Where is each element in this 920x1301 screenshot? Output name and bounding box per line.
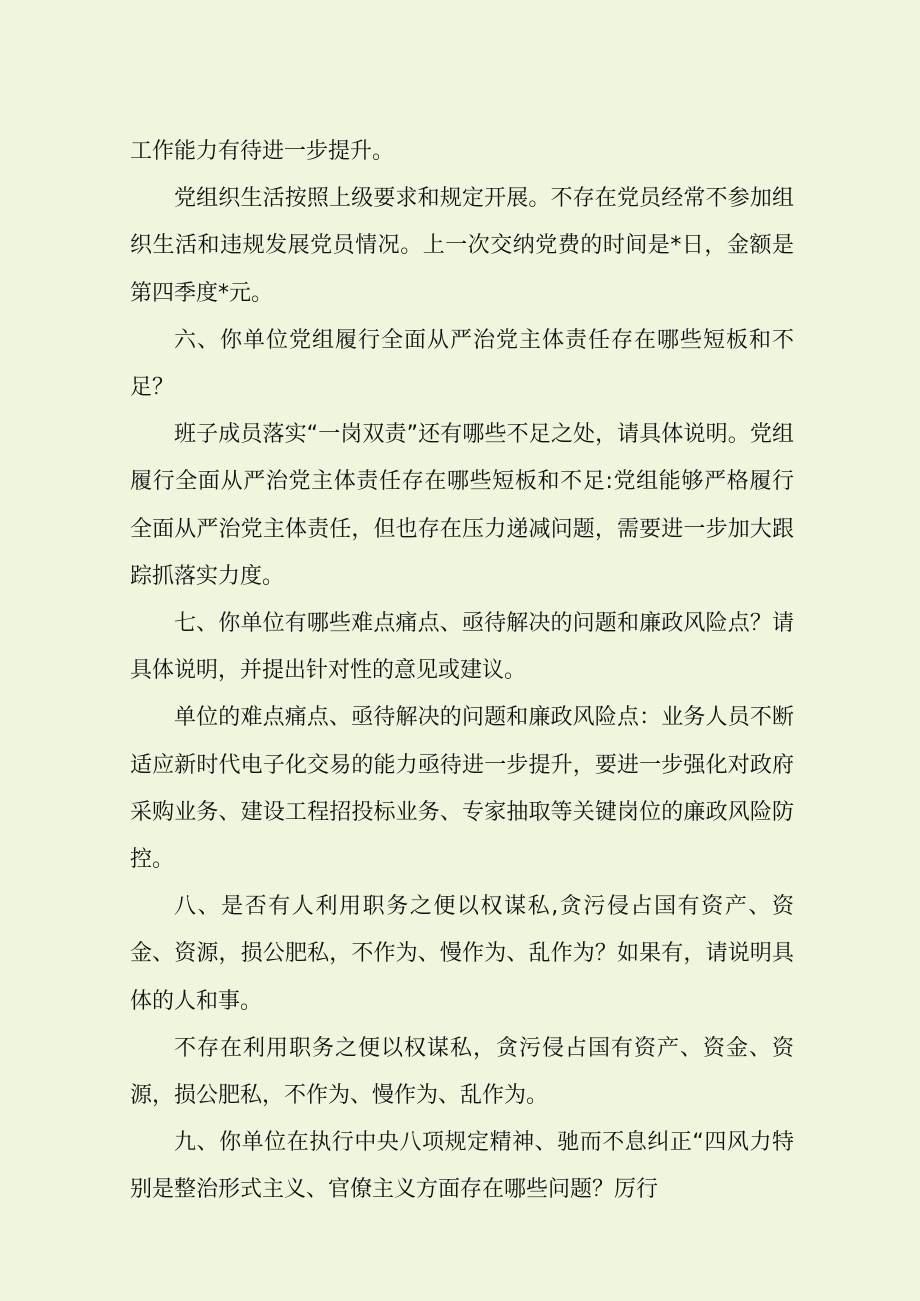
answer-seven: 单位的难点痛点、亟待解决的问题和廉政风险点：业务人员不断适应新时代电子化交易的能力亟待进一步提升，要进一步强化对政府采购业务、建设工程招投标业务、专家抽取等关键岗位的廉政风险防控。 bbox=[130, 705, 794, 873]
paragraph-party-life: 党组织生活按照上级要求和规定开展。不存在党员经常不参加组织生活和违规发展党员情况。上一次交纳党费的时间是*日，金额是第四季度*元。 bbox=[130, 186, 794, 306]
paragraph-continuation: 工作能力有待进一步提升。 bbox=[130, 139, 395, 164]
question-seven: 七、你单位有哪些难点痛点、亟待解决的问题和廉政风险点？请具体说明，并提出针对性的意见或建议。 bbox=[130, 611, 794, 684]
answer-six: 班子成员落实“一岗双责”还有哪些不足之处，请具体说明。党组履行全面从严治党主体责任存在哪些短板和不足:党组能够严格履行全面从严治党主体责任，但也存在压力递减问题，需要进一步加大跟踪抓落实力度。 bbox=[130, 422, 794, 589]
document-body bbox=[130, 128, 794, 1214]
question-nine: 九、你单位在执行中央八项规定精神、驰而不息纠正“四风力特别是整治形式主义、官僚主义方面存在哪些问题？厉行 bbox=[130, 1130, 794, 1203]
question-six: 六、你单位党组履行全面从严治党主体责任存在哪些短板和不足？ bbox=[130, 327, 794, 401]
answer-eight: 不存在利用职务之便以权谋私，贪污侵占国有资产、资金、资源，损公肥私，不作为、慢作为、乱作为。 bbox=[130, 1035, 794, 1109]
question-eight: 八、是否有人利用职务之便以权谋私,贪污侵占国有资产、资金、资源，损公肥私，不作为、慢作为、乱作为？如果有，请说明具体的人和事。 bbox=[130, 894, 794, 1014]
